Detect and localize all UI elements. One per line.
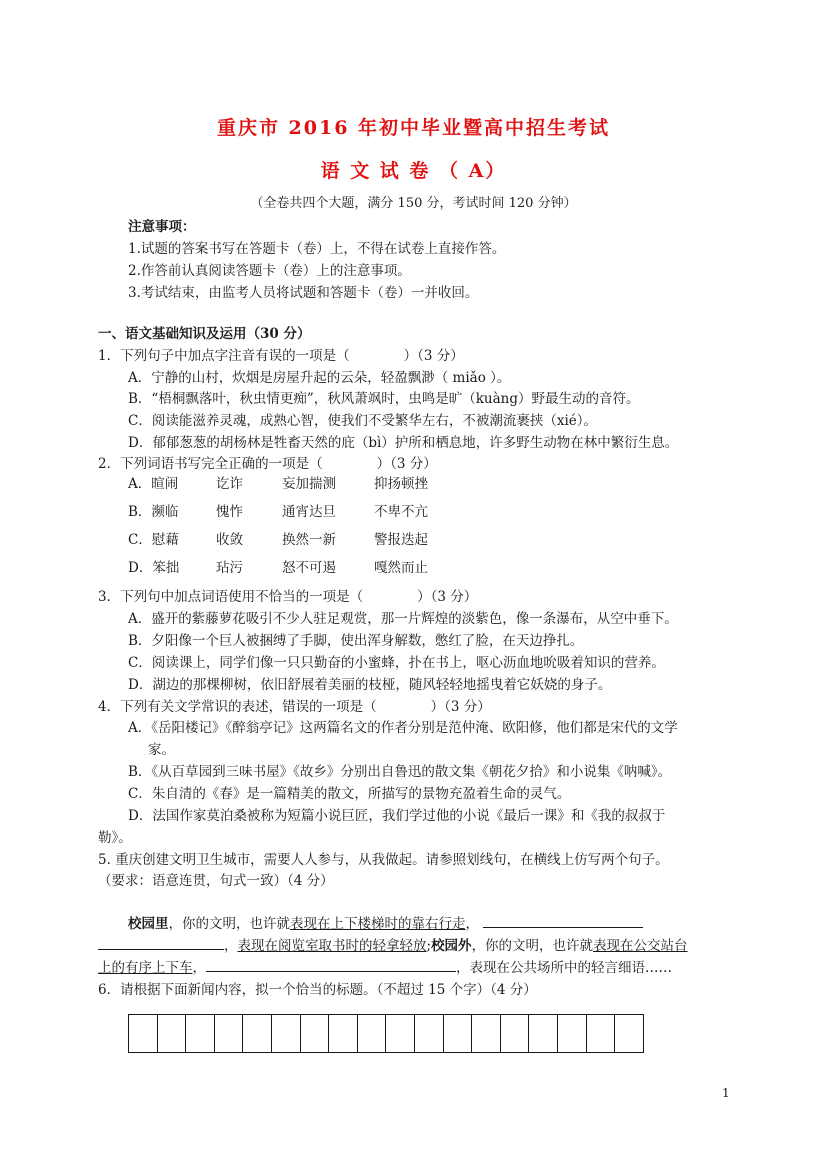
question-5-line	[98, 956, 672, 976]
word: B．濒临	[128, 504, 179, 520]
underlined-sentence: 上的有序上下车	[98, 960, 193, 976]
answer-blank[interactable]	[98, 936, 224, 950]
question-2-row	[128, 472, 428, 492]
grid-cell[interactable]	[129, 1015, 158, 1052]
word: 不卑不亢	[374, 504, 428, 520]
question-4-stem: 4．下列有关文学常识的表述，错误的一项是（ ）（3 分）	[98, 699, 491, 715]
grid-cell[interactable]	[444, 1015, 473, 1052]
grid-cell[interactable]	[472, 1015, 501, 1052]
question-1-stem: 1．下列句子中加点字注音有误的一项是（ ）（3 分）	[98, 348, 464, 364]
question-3-option: B．夕阳像一个巨人被捆缚了手脚，使出浑身解数，憋红了脸，在天边挣扎。	[128, 633, 584, 649]
question-4-option: D．法国作家莫泊桑被称为短篇小说巨匠，我们学过他的小说《最后一课》和《我的叔叔于	[128, 808, 666, 824]
question-1-option: C．阅读能滋养灵魂，成熟心智，使我们不受繁华左右，不被潮流裹挟（xié）。	[128, 413, 597, 429]
exam-subtitle: 语 文 试 卷 （ A）	[320, 160, 507, 182]
notice-heading: 注意事项：	[128, 219, 196, 235]
question-3-stem: 3．下列句中加点词语使用不恰当的一项是（ ）（3 分）	[98, 589, 478, 605]
grid-cell[interactable]	[186, 1015, 215, 1052]
underlined-sentence: 表现在阅览室取书时的轻拿轻放	[237, 938, 427, 954]
word: 通宵达旦	[282, 504, 336, 520]
bold-phrase: 校园里	[128, 916, 169, 932]
question-4-option-cont: 勒》。	[98, 830, 132, 846]
question-2-row	[128, 556, 428, 576]
exam-info: （全卷共四个大题，满分 150 分，考试时间 120 分钟）	[250, 196, 577, 211]
question-1-option: B．“梧桐飘落叶，秋虫情更痴”，秋风萧飒时，虫鸣是旷（kuàng）野最生动的音符。	[128, 391, 640, 407]
grid-cell[interactable]	[615, 1015, 644, 1052]
word: 嘎然而止	[374, 560, 428, 576]
question-2-row	[128, 528, 428, 548]
word: 抑扬顿挫	[374, 476, 428, 492]
question-5-line	[98, 934, 688, 954]
question-6-stem: 6．请根据下面新闻内容，拟一个恰当的标题。（不超过 15 个字）（4 分）	[98, 982, 537, 998]
grid-cell[interactable]	[215, 1015, 244, 1052]
question-4-option: A．《岳阳楼记》《醉翁亭记》这两篇名文的作者分别是范仲淹、欧阳修，他们都是宋代的文学	[128, 720, 678, 736]
grid-cell[interactable]	[301, 1015, 330, 1052]
text: ;	[426, 938, 432, 954]
question-2-stem: 2．下列词语书写完全正确的一项是（ ）（3 分）	[98, 456, 437, 472]
text: ，表现在公共场所中的轻言细语……	[456, 960, 672, 976]
grid-cell[interactable]	[501, 1015, 530, 1052]
section-heading: 一、语文基础知识及运用（30 分）	[98, 326, 311, 342]
grid-cell[interactable]	[243, 1015, 272, 1052]
text: ，你的文明，也许就	[471, 938, 594, 954]
question-1-option: A．宁静的山村，炊烟是房屋升起的云朵，轻盈飘渺（ miǎo ）。	[128, 370, 511, 386]
question-1-option: D．郁郁葱葱的胡杨林是牲畜天然的庇（bì）护所和栖息地，许多野生动物在林中繁衍生息。	[128, 435, 679, 451]
word: 换然一新	[282, 532, 336, 548]
underlined-sentence: 表现在公交站台	[593, 938, 688, 954]
question-4-option-cont: 家。	[148, 742, 175, 758]
answer-blank[interactable]	[206, 958, 456, 972]
word: A．暄闹	[128, 476, 179, 492]
underlined-sentence: 表现在上下楼梯时的靠右行走	[290, 916, 466, 932]
grid-cell[interactable]	[358, 1015, 387, 1052]
grid-cell[interactable]	[415, 1015, 444, 1052]
question-2-row	[128, 500, 428, 520]
question-3-option: D．湖边的那棵柳树，依旧舒展着美丽的枝桠，随风轻轻地摇曳着它妖娆的身子。	[128, 677, 612, 693]
grid-cell[interactable]	[386, 1015, 415, 1052]
grid-cell[interactable]	[272, 1015, 301, 1052]
question-5-requirement: （要求：语意连贯，句式一致）（4 分）	[98, 873, 334, 889]
word: C．慰藉	[128, 532, 179, 548]
notice-item: 3.考试结束，由监考人员将试题和答题卡（卷）一并收回。	[128, 285, 479, 301]
word: 愧怍	[216, 504, 243, 520]
word: 讫诈	[216, 476, 243, 492]
grid-cell[interactable]	[587, 1015, 616, 1052]
bold-phrase: 校园外	[431, 938, 472, 954]
question-4-option: B．《从百草园到三味书屋》《故乡》分别出自鲁迅的散文集《朝花夕拾》和小说集《呐喊》。	[128, 764, 672, 780]
word: D．笨拙	[128, 560, 180, 576]
word: 收敛	[216, 532, 243, 548]
question-3-option: A．盛开的紫藤萝花吸引不少人驻足观赏，那一片辉煌的淡紫色，像一条瀑布，从空中垂下。	[128, 611, 678, 627]
text: ，你的文明，也许就	[168, 916, 290, 932]
text: ，	[465, 916, 479, 932]
grid-cell[interactable]	[529, 1015, 558, 1052]
title-answer-grid[interactable]	[128, 1014, 644, 1053]
exam-title: 重庆市 2016 年初中毕业暨高中招生考试	[216, 117, 611, 139]
question-5-line	[128, 912, 643, 932]
word: 妄加揣测	[282, 476, 336, 492]
page-number: 1	[722, 1086, 730, 1100]
notice-item: 1.试题的答案书写在答题卡（卷）上，不得在试卷上直接作答。	[128, 241, 506, 257]
question-4-option: C．朱自清的《春》是一篇精美的散文，所描写的景物充盈着生命的灵气。	[128, 786, 571, 802]
word: 玷污	[216, 560, 243, 576]
word: 怒不可遏	[282, 560, 336, 576]
question-5-stem: 5. 重庆创建文明卫生城市，需要人人参与，从我做起。请参照划线句，在横线上仿写两个句子。	[98, 852, 669, 868]
grid-cell[interactable]	[329, 1015, 358, 1052]
notice-item: 2.作答前认真阅读答题卡（卷）上的注意事项。	[128, 263, 411, 279]
answer-blank[interactable]	[483, 914, 643, 928]
word: 警报迭起	[374, 532, 428, 548]
text: ，	[224, 938, 238, 954]
grid-cell[interactable]	[158, 1015, 187, 1052]
question-3-option: C．阅读课上，同学们像一只只勤奋的小蜜蜂，扑在书上，呕心沥血地吮吸着知识的营养。	[128, 655, 665, 671]
text: ，	[192, 960, 206, 976]
grid-cell[interactable]	[558, 1015, 587, 1052]
